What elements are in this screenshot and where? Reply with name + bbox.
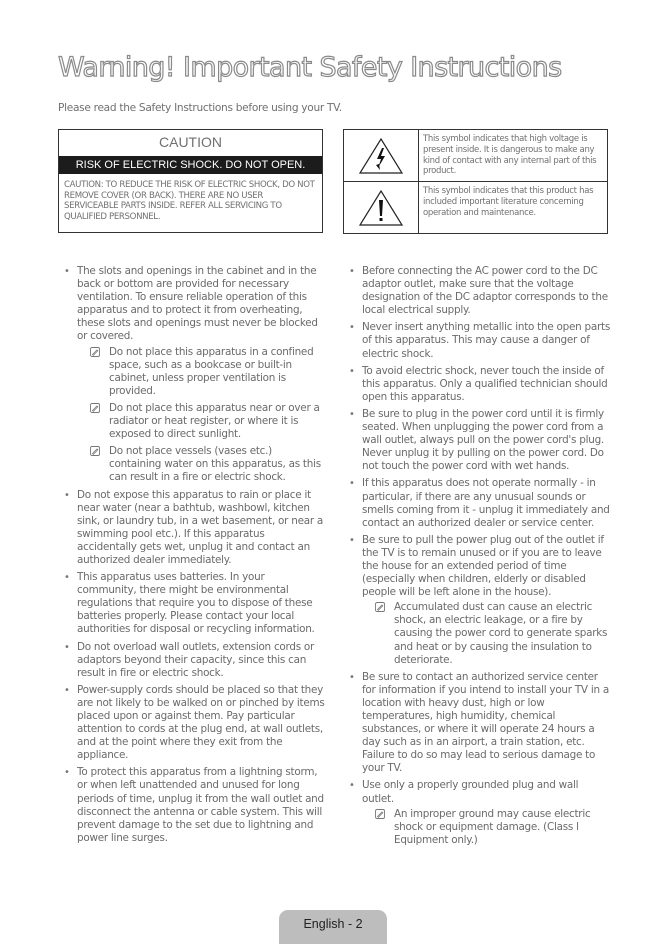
symbol-row-high-voltage [344, 130, 607, 181]
note-item: An improper ground may cause electric shock or equipment damage. (Class l Equipment only.) [362, 808, 611, 847]
symbol-description: This symbol indicates that high voltage is present inside. It is dangerous to make any kind of contact with any internal part of this product. [423, 134, 597, 177]
list-item: • Be sure to contact an authorized service center for information if you intend to install your TV in a location with heavy dust, high or low temperatures, high humidity, chemical substances, or where it will operate 24 hours a day such as in an airport, a train station, etc. Failure to do so may lead to serious damage to your TV. [349, 670, 609, 775]
exclamation-triangle-icon [358, 189, 404, 227]
caution-heading: CAUTION [159, 134, 222, 150]
note-icon [90, 403, 100, 413]
symbol-legend [343, 129, 608, 234]
list-item: • Use only a properly grounded plug and wall outlet. An improper ground may cause electric shock or equipment damage. (Class l Equipment only.) [349, 779, 611, 846]
bullet-icon: • [64, 767, 70, 779]
note-icon [90, 347, 100, 357]
note-item: Do not place this apparatus in a confined space, such as a bookcase or built-in cabinet, unless proper ventilation is provided. [77, 346, 326, 398]
note-item: Accumulated dust can cause an electric shock, an electric leakage, or a fire by causing the power cord to generate sparks and heat or by causing the insulation to deteriorate. [362, 601, 611, 666]
note-icon [90, 446, 100, 456]
caution-text: CAUTION: TO REDUCE THE RISK OF ELECTRIC SHOCK, DO NOT REMOVE COVER (OR BACK). THERE ARE NO USER SERVICEABLE PARTS INSIDE. REFER ALL SERVICING TO QUALIFIED PERSONNEL. [64, 180, 315, 222]
list-item: • Be sure to pull the power plug out of the outlet if the TV is to remain unused or if you are to leave the house for an extended period of time (especially when children, elderly or disabled people will be left alone in the house). Accumulated dust can cause an electric shock, an electric leakage, or a fire by causing the power cord to generate sparks and heat or by causing the insulation to deteriorate. [349, 534, 611, 667]
list-item: • Do not overload wall outlets, extension cords or adaptors beyond their capacity, since this can result in fire or electric shock. [64, 640, 315, 679]
bullet-icon: • [349, 408, 355, 420]
bullet-icon: • [349, 534, 355, 546]
list-item: • This apparatus uses batteries. In your community, there might be environmental regulations that require you to dispose of these batteries properly. Please contact your local authorities for disposal or recycling information. [64, 571, 315, 636]
page-title: Warning! Important Safety Instructions [58, 52, 562, 83]
high-voltage-triangle-icon [358, 137, 404, 175]
bullet-icon: • [64, 489, 70, 501]
symbol-description: This symbol indicates that this product has included important literature concerning operation and maintenance. [423, 186, 594, 218]
list-item: • To avoid electric shock, never touch the inside of this apparatus. Only a qualified technician should open this apparatus. [349, 364, 608, 403]
note-icon [375, 602, 385, 612]
list-item: • Never insert anything metallic into the open parts of this apparatus. This may cause a danger of electric shock. [349, 321, 610, 360]
list-item: • Before connecting the AC power cord to the DC adaptor outlet, make sure that the voltage designation of the DC adaptor corresponds to the local electrical supply. [349, 265, 608, 317]
symbol-row-exclamation [344, 181, 607, 233]
note-item: Do not place vessels (vases etc.) containing water on this apparatus, as this can result in a fire or electric shock. [77, 445, 326, 484]
bullet-icon: • [349, 780, 355, 792]
bullet-icon: • [349, 266, 355, 277]
bullet-icon: • [64, 572, 70, 584]
page-number-tab: English - 2 [279, 910, 387, 944]
list-item: • To protect this apparatus from a lightning storm, or when left unattended and unused for long periods of time, unplug it from the wall outlet and disconnect the antenna or cable system. This will prevent damage to the set due to lightning and power line surges. [64, 766, 324, 844]
bullet-icon: • [349, 478, 355, 490]
list-item: • Power-supply cords should be placed so that they are not likely to be walked on or pinched by items placed upon or against them. Pay particular attention to cords at the plug end, at wall outlets, and at the point where they exit from the appliance. [64, 683, 325, 762]
bullet-icon: • [64, 266, 70, 277]
list-item: • The slots and openings in the cabinet and in the back or bottom are provided for necessary ventilation. To ensure reliable operation of this apparatus and to protect it from overheating, these slots and openings must never be blocked or covered. Do not place this apparatus in a confined space, such as a bookcase or built-in cabinet, unless proper ventilation is provided. Do not place this apparatus near or over a radiator or heat register, or where it is exposed to direct sunlight. Do not place vessels (vases etc.) containing water on this apparatus, as this can result in a fire or electric shock. [64, 265, 326, 485]
right-column [349, 265, 611, 851]
note-icon [375, 809, 385, 819]
bullet-icon: • [64, 641, 70, 653]
bullet-icon: • [349, 365, 355, 377]
list-item: • If this apparatus does not operate normally - in particular, if there are any unusual sounds or smells coming from it - unplug it immediately and contact an authorized dealer or service center. [349, 477, 610, 529]
bullet-icon: • [349, 322, 355, 334]
list-item: • Be sure to plug in the power cord until it is firmly seated. When unplugging the power cord from a wall outlet, always pull on the power cord's plug. Never unplug it by pulling on the power cord. Do not touch the power cord with wet hands. [349, 407, 604, 473]
note-item: Do not place this apparatus near or over a radiator or heat register, or where it is exposed to direct sunlight. [77, 402, 326, 441]
left-column [64, 265, 326, 849]
list-item: • Do not expose this apparatus to rain or place it near water (near a bathtub, washbowl, kitchen sink, or laundry tub, in a wet basement, or near a swimming pool etc.). If this apparatus accidentally gets wet, unplug it and contact an authorized dealer immediately. [64, 488, 324, 566]
bullet-icon: • [64, 684, 70, 696]
caution-banner: RISK OF ELECTRIC SHOCK. DO NOT OPEN. [59, 156, 322, 174]
page-subtitle: Please read the Safety Instructions before using your TV. [58, 102, 342, 114]
bullet-icon: • [349, 671, 355, 683]
caution-box [58, 129, 323, 233]
